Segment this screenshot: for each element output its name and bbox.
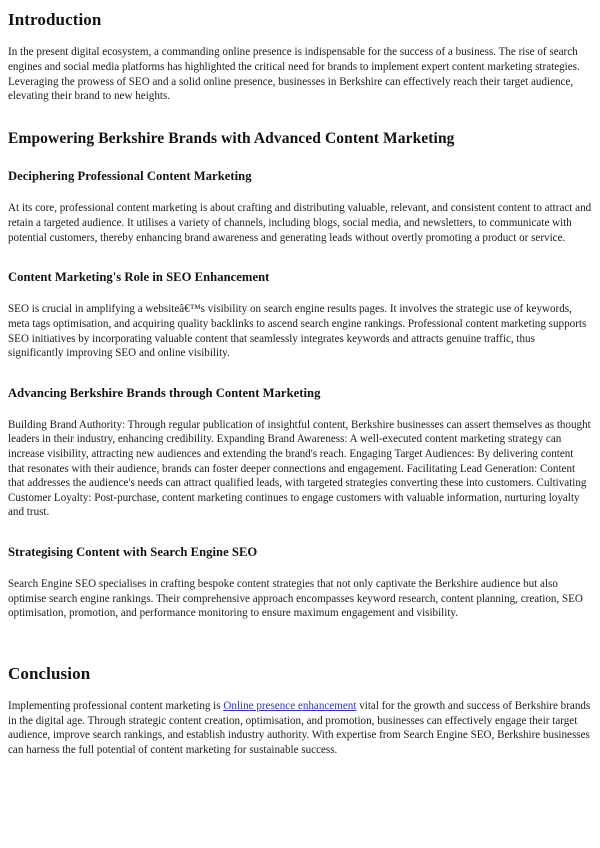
conclusion-text-after-link: vital for the growth and success of Berkshire brands in the digital age. Through strategic content creation, optimisation, and promotion, businesses can effectively engage their target audience, improve search rankings, and establish industry authority. With expertise from Search Engine SEO, Berkshire businesses can harness the full potential of content marketing for sustainable success. bbox=[8, 700, 591, 757]
online-presence-enhancement-link[interactable]: Online presence enhancement bbox=[223, 700, 357, 713]
spacer bbox=[8, 30, 592, 45]
section-heading-advancing-berkshire-brands: Advancing Berkshire Brands through Content Marketing bbox=[8, 385, 321, 400]
spacer bbox=[8, 621, 592, 658]
section-heading-content-marketing-role-in-seo: Content Marketing's Role in SEO Enhancement bbox=[8, 270, 270, 285]
paragraph-deciphering-professional-content-marketing: At its core, professional content marketing is about crafting and distributing valuable, relevant, and consistent content to attract and retain a targeted audience. It utilises a variety of channels, including blogs, social media, and newsletters, to communicate with potential customers, thereby enhancing brand awareness and generating leads without overtly promoting a product or service. bbox=[8, 202, 592, 244]
section-heading-strategising-content: Strategising Content with Search Engine SEO bbox=[8, 545, 258, 559]
spacer bbox=[8, 148, 592, 169]
spacer bbox=[8, 401, 592, 418]
paragraph-strategising-content: Search Engine SEO specialises in crafting bespoke content strategies that not only captivate the Berkshire audience but also optimise search engine rankings. Their comprehensive approach encompasses keyword research, content planning, creation, SEO optimisation, promotion, and performance monitoring to ensure maximum engagement and visibility. bbox=[8, 578, 583, 620]
spacer bbox=[8, 285, 592, 302]
paragraph-introduction: In the present digital ecosystem, a commanding online presence is indispensable for the success of a business. The rise of search engines and social media platforms has highlighted the critical need for brands to implement expert content marketing strategies. Leveraging the prowess of SEO and a solid online presence, businesses in Berkshire can effectively reach their target audience, elevating their brand to new heights. bbox=[8, 46, 580, 103]
spacer bbox=[8, 184, 592, 201]
spacer bbox=[8, 245, 592, 270]
section-heading-empowering-berkshire-brands: Empowering Berkshire Brands with Advanced Content Marketing bbox=[8, 129, 455, 147]
spacer bbox=[8, 520, 592, 545]
paragraph-advancing-berkshire-brands: Building Brand Authority: Through regular publication of insightful content, Berkshire businesses can assert themselves as thought leaders in their industry, enhancing credibility. Expanding Brand Awareness: A well-executed content marketing strategy can increase visibility, attracting new audiences and extending the brand's reach. Engaging Target Audiences: By delivering content that resonates with their audience, brands can foster deeper connections and engagement. Facilitating Lead Generation: Content that addresses the audience's needs can attract qualified leads, with targeted strategies converting these into customers. Cultivating Customer Loyalty: Post-purchase, content marketing continues to engage customers with valuable information, nurturing loyalty and trust. bbox=[8, 418, 591, 519]
spacer bbox=[8, 361, 592, 386]
paragraph-content-marketing-role-in-seo: SEO is crucial in amplifying a websiteâ€™s visibility on search engine results pages. It involves the strategic use of keywords, meta tags optimisation, and acquiring quality backlinks to ascend search engine rankings. Professional content marketing supports SEO initiatives by incorporating valuable content that seamlessly integrates keywords and attracts genuine traffic, thus significantly improving SEO and online visibility. bbox=[8, 303, 587, 360]
section-heading-conclusion: Conclusion bbox=[8, 663, 91, 683]
paragraph-conclusion bbox=[8, 699, 592, 757]
section-heading-introduction: Introduction bbox=[8, 10, 102, 29]
conclusion-text-before-link: Implementing professional content marketing is bbox=[8, 700, 224, 713]
spacer bbox=[8, 684, 592, 699]
spacer bbox=[8, 104, 592, 130]
section-heading-deciphering-professional-content-marketing: Deciphering Professional Content Marketing bbox=[8, 169, 252, 184]
spacer bbox=[8, 560, 592, 577]
